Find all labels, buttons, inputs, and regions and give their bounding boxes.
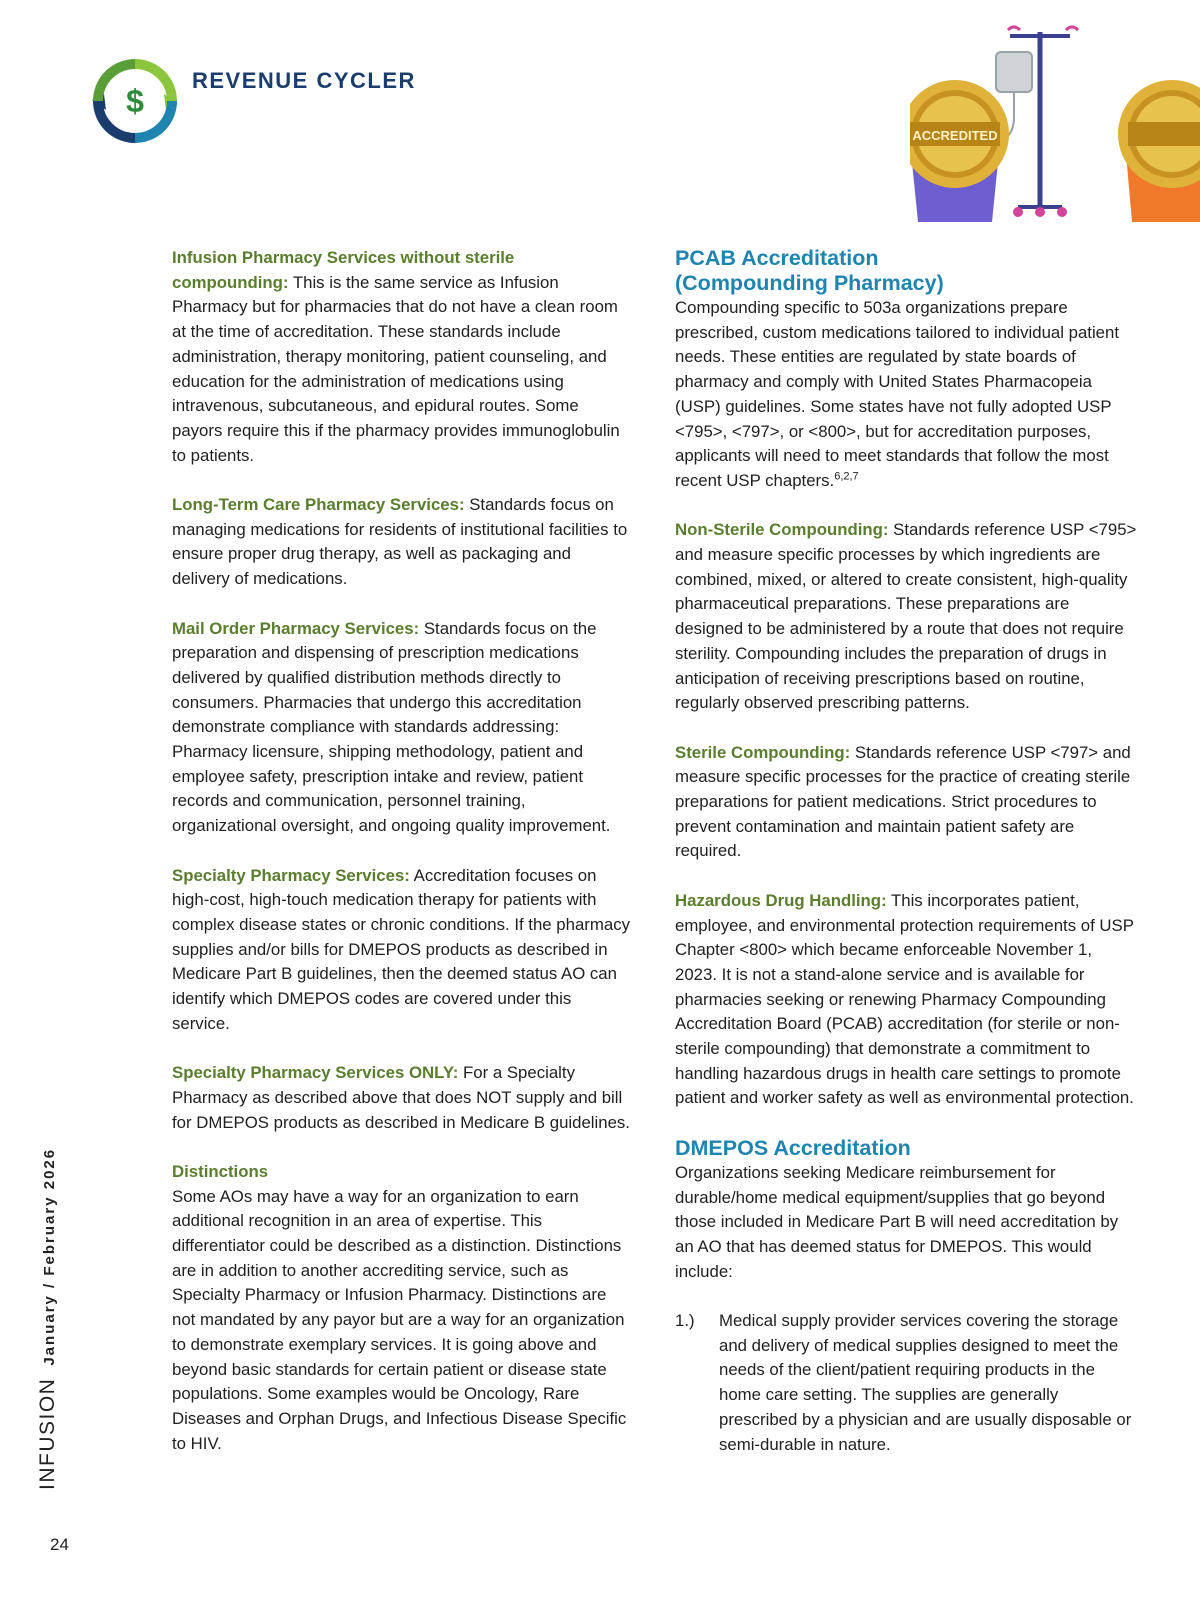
accreditation-iv-illustration-icon — [910, 22, 1200, 232]
list-text: Medical supply provider services covering the storage and delivery of medical supplies designed to meet the needs of the client/patient requiring products in the home care setting. The supplies are generally prescribed by a physician and are usually disposable or semi-durable in nature. — [719, 1311, 1132, 1454]
section-infusion-without-compounding: Infusion Pharmacy Services without sterile compounding: This is the same service as Infusion Pharmacy but for pharmacies that do not have a clean room at the time of accreditation. These standards include administration, therapy monitoring, patient counseling, and education for the administration of medications using intravenous, subcutaneous, and epidural routes. Some payors require this if the pharmacy provides immunoglobulin to patients. — [172, 248, 620, 465]
badge-text: ACCREDITED — [912, 128, 998, 143]
section-non-sterile: Non-Sterile Compounding: Standards reference USP <795> and measure specific processes by which ingredients are combined, mixed, or altered to create consistent, high-quality pharmaceutical preparations. These preparations are designed to be administered by a route that does not require sterility. Compounding includes the preparation of drugs in anticipation of receiving prescriptions based on routine, regularly observed prescribing patterns. — [675, 520, 1137, 713]
page-number: 24 — [50, 1535, 69, 1554]
revenue-cycler-logo-icon — [92, 58, 178, 144]
section-sterile: Sterile Compounding: Standards reference USP <797> and measure specific processes for the practice of creating sterile preparations for patient medications. Strict procedures to prevent contamination and maintain patient safety are required. — [675, 742, 1131, 861]
section-brand-title: REVENUE CYCLER — [192, 68, 416, 93]
section-hazardous-drug: Hazardous Drug Handling: This incorporates patient, employee, and environmental protection requirements of USP Chapter <800> which became enforceable November 1, 2023. It is not a stand-alone service and is available for pharmacies seeking or renewing Pharmacy Compounding Accreditation Board (PCAB) accreditation (for sterile or non-sterile compounding) that demonstrate a commitment to handling hazardous drugs in health care settings to promote patient and worker safety as well as environmental protection. — [675, 890, 1134, 1108]
section-specialty-pharmacy: Specialty Pharmacy Services: Accreditation focuses on high-cost, high-touch medication therapy for patients with complex disease states or chronic conditions. If the pharmacy supplies and/or bills for DMEPOS products as described in Medicare Part B guidelines, then the deemed status AO can identify which DMEPOS codes are covered under this service. — [172, 865, 630, 1033]
citation: 6,2,7 — [834, 470, 859, 483]
pcab-heading-line1: PCAB Accreditation — [675, 246, 879, 270]
pcab-heading-line2: (Compounding Pharmacy) — [675, 271, 944, 295]
left-column — [172, 246, 630, 1481]
dmepos-text: Organizations seeking Medicare reimbursement for durable/home medical equipment/supplies that go beyond those included in Medicare Part B will need accreditation by an AO that has deemed status for DMEPOS. This would include: — [675, 1162, 1119, 1281]
pcab-text: Compounding specific to 503a organizations prepare prescribed, custom medications tailored to individual patient needs. These entities are regulated by state boards of pharmacy and comply with United States Pharmacopeia (USP) guidelines. Some states have not fully adopted USP <795>, <797>, or <800>, but for accreditation purposes, applicants will need to meet standards that follow the most recent USP chapters.$^{6,2,7}$ — [675, 298, 1120, 490]
issue-date: January / February 2026 — [41, 1147, 58, 1366]
dmepos-heading: DMEPOS Accreditation — [675, 1135, 911, 1160]
right-column — [675, 246, 1137, 1457]
distinctions-text: Some AOs may have a way for an organization to earn additional recognition in an area of expertise. This differentiator could be described as a distinction. Distinctions are in addition to another accrediting service, such as Specialty Pharmacy or Infusion Pharmacy. Distinctions are not mandated by any payor but are a way for an organization to demonstrate exemplary services. It is going above and beyond basic standards for certain patient or disease state populations. Some examples would be Oncology, Rare Diseases and Orphan Drugs, and Infectious Disease Specific to HIV. — [172, 1186, 627, 1453]
distinctions-heading: Distinctions — [172, 1161, 269, 1181]
list-item — [675, 1309, 1137, 1457]
section-specialty-only: Specialty Pharmacy Services ONLY: For a Specialty Pharmacy as described above that does NOT supply and bill for DMEPOS products as described in Medicare B guidelines. — [172, 1063, 630, 1132]
section-long-term-care: Long-Term Care Pharmacy Services: Standards focus on managing medications for residents of institutional facilities to ensure proper drug therapy, as well as packaging and delivery of medications. — [172, 495, 628, 589]
section-mail-order: Mail Order Pharmacy Services: Standards focus on the preparation and dispensing of prescription medications delivered by qualified distribution methods directly to consumers. Pharmacies that undergo this accreditation demonstrate compliance with standards addressing: Pharmacy licensure, shipping methodology, patient and employee safety, prescription intake and review, patient records and communication, personnel training, organizational oversight, and ongoing quality improvement. — [172, 618, 611, 836]
list-number: 1.) — [675, 1311, 695, 1331]
svg-text:$: $ — [126, 83, 144, 119]
magazine-name: INFUSION — [36, 1377, 59, 1490]
magazine-issue-label — [36, 1148, 60, 1490]
